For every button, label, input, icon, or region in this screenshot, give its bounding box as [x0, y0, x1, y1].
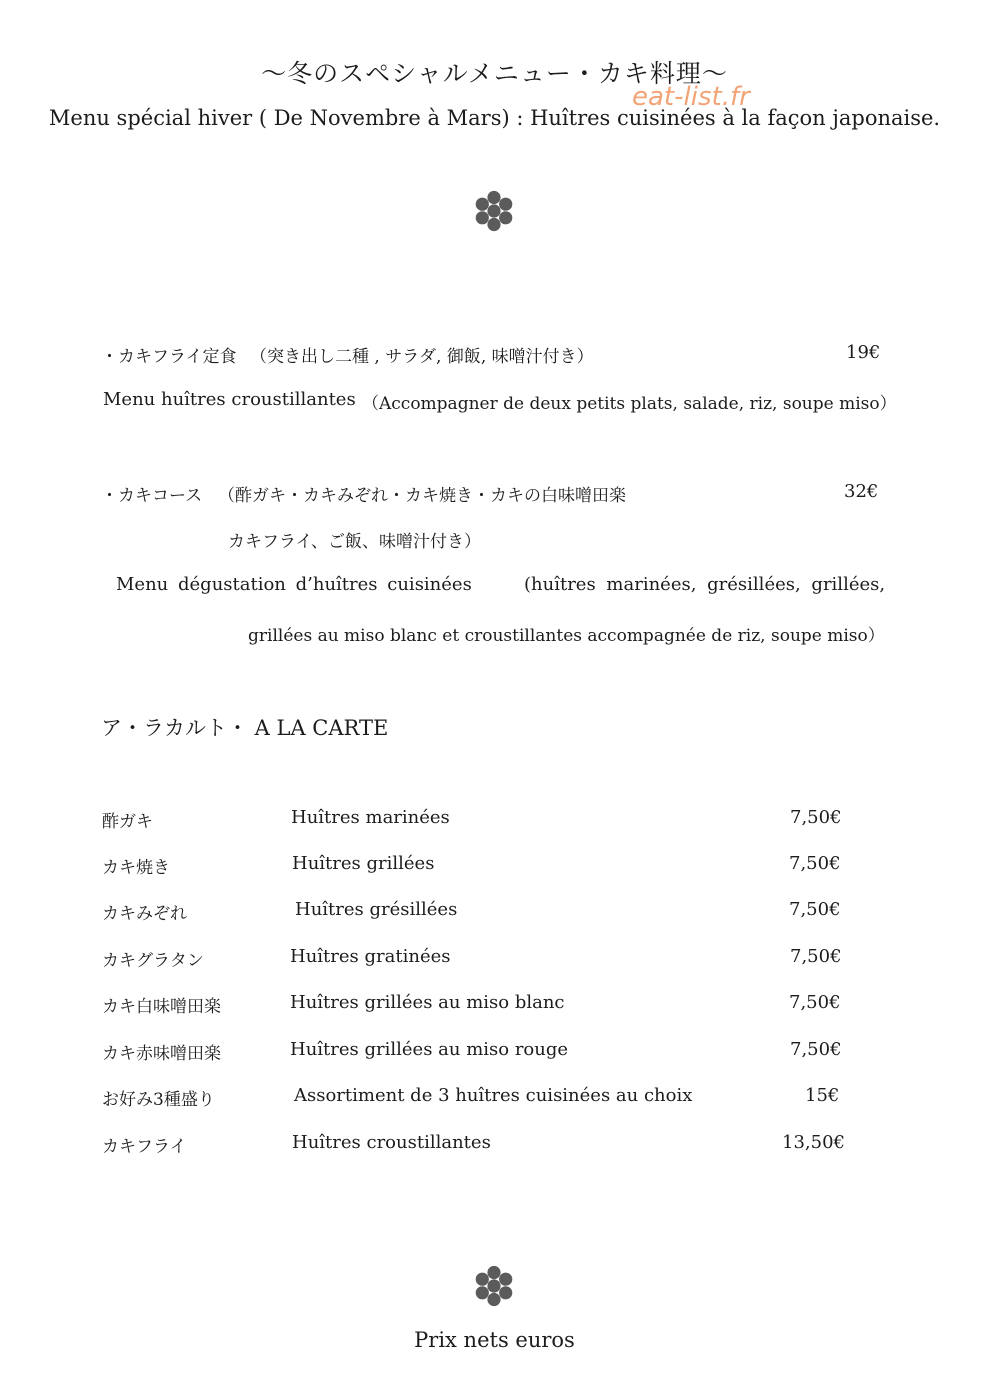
set-menu-2-details-jp-line2: カキフライ、ご飯、味噌汁付き） [228, 532, 481, 552]
item-price: 13,50€ [782, 1132, 845, 1153]
item-price: 7,50€ [790, 807, 842, 828]
item-price: 7,50€ [789, 853, 841, 874]
flower-ornament-icon [471, 1263, 517, 1309]
item-name-jp: カキフライ [102, 1137, 187, 1157]
item-name-jp: カキみぞれ [102, 904, 187, 924]
item-price: 7,50€ [790, 1039, 842, 1060]
item-name-fr: Huîtres grillées au miso blanc [290, 992, 565, 1013]
footer-note: Prix nets euros [414, 1328, 575, 1352]
menu-title-french: Menu spécial hiver ( De Novembre à Mars) : Huîtres cuisinées à la façon japonaise. [48, 106, 941, 130]
item-name-fr: Huîtres croustillantes [292, 1132, 491, 1153]
set-menu-2-details-fr-line2: grillées au miso blanc et croustillantes accompagnée de riz, soupe miso） [248, 626, 885, 646]
set-menu-2-name-fr: Menu dégustation d’huîtres cuisinées [116, 574, 472, 595]
item-name-fr: Huîtres grésillées [295, 899, 458, 920]
a-la-carte-heading: ア・ラカルト・ A LA CARTE [101, 716, 389, 740]
set-menu-1-price: 19€ [846, 342, 881, 363]
set-menu-1-details-fr: （Accompagner de deux petits plats, salade, riz, soupe miso） [362, 394, 897, 414]
item-name-jp: カキ赤味噌田楽 [102, 1044, 221, 1064]
menu-title-japanese: 〜冬のスペシャルメニュー・カキ料理〜 [261, 59, 728, 88]
set-menu-2-details-fr-line1: (huîtres marinées, grésillées, grillées, [524, 574, 886, 595]
set-menu-1-details-jp: （突き出し二種 , サラダ, 御飯, 味噌汁付き） [250, 347, 594, 367]
item-name-jp: お好み3種盛り [102, 1090, 215, 1110]
item-price: 7,50€ [790, 946, 842, 967]
item-price: 7,50€ [789, 899, 841, 920]
item-name-jp: 酢ガキ [102, 812, 153, 832]
item-name-jp: カキ白味噌田楽 [102, 997, 221, 1017]
set-menu-2-details-jp-line1: （酢ガキ・カキみぞれ・カキ焼き・カキの白味噌田楽 [218, 486, 626, 506]
flower-ornament-icon [471, 188, 517, 234]
set-menu-1-name-jp: ・カキフライ定食 [101, 347, 237, 367]
item-name-fr: Huîtres marinées [291, 807, 450, 828]
set-menu-1-name-fr: Menu huîtres croustillantes [103, 389, 356, 410]
watermark: eat-list.fr [632, 82, 750, 112]
item-name-fr: Huîtres grillées [292, 853, 435, 874]
set-menu-2-price: 32€ [844, 481, 879, 502]
set-menu-2-name-jp: ・カキコース [101, 486, 203, 506]
item-name-jp: カキ焼き [102, 858, 170, 878]
item-price: 15€ [805, 1085, 840, 1106]
item-name-fr: Huîtres gratinées [290, 946, 451, 967]
item-name-fr: Assortiment de 3 huîtres cuisinées au choix [294, 1085, 693, 1106]
item-name-jp: カキグラタン [102, 951, 204, 971]
item-name-fr: Huîtres grillées au miso rouge [290, 1039, 569, 1060]
item-price: 7,50€ [789, 992, 841, 1013]
